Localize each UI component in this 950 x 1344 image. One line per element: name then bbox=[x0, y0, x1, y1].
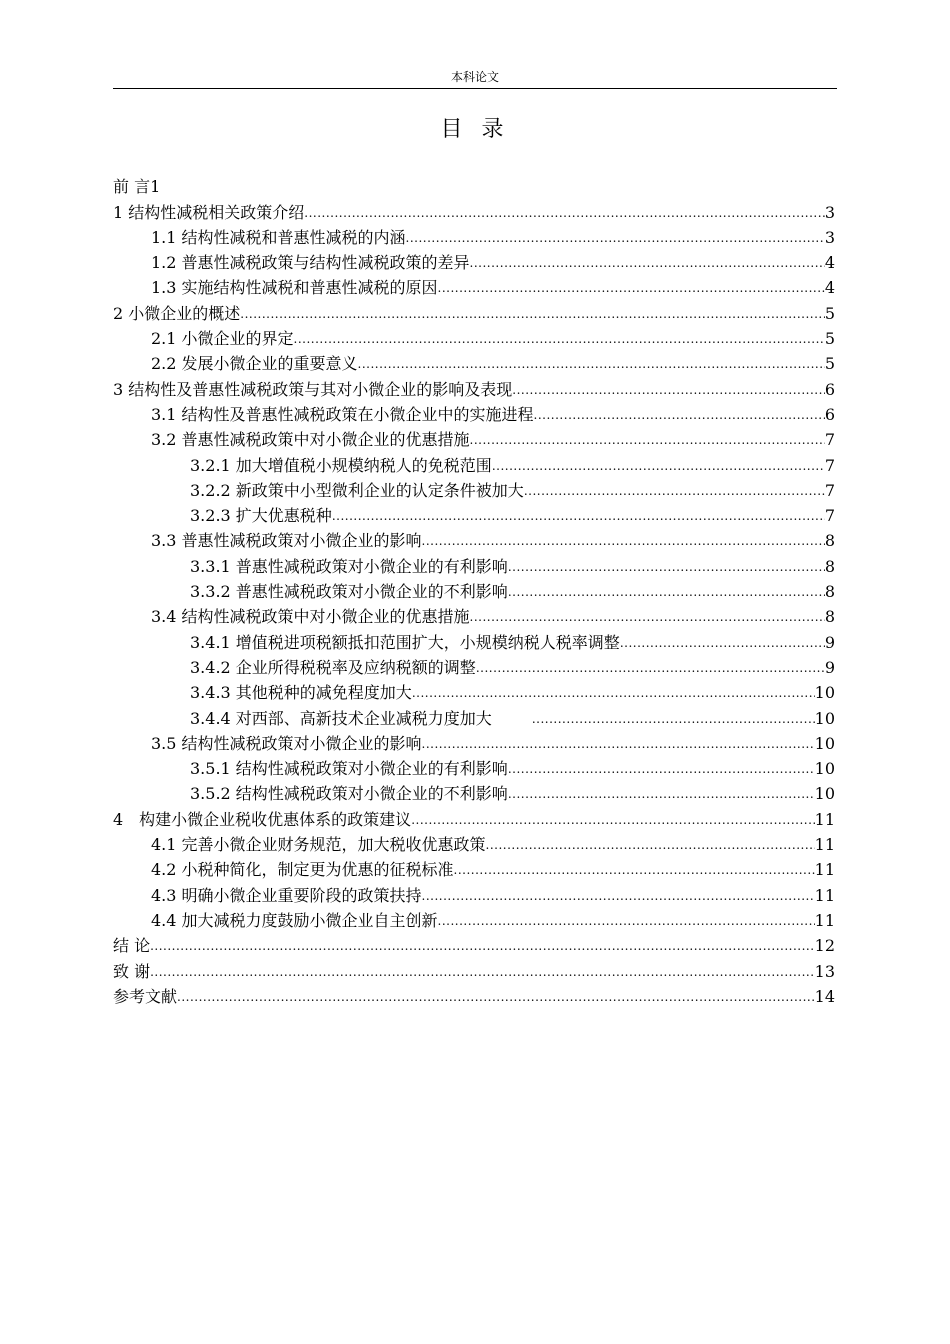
toc-entry-title: 致 谢 bbox=[113, 961, 151, 981]
toc-entry[interactable] bbox=[113, 830, 835, 855]
toc-entry[interactable] bbox=[113, 400, 835, 425]
toc-dot-leader bbox=[294, 329, 825, 349]
toc-page-number: 8 bbox=[824, 531, 835, 551]
toc-entry[interactable] bbox=[113, 678, 835, 703]
toc-dot-leader bbox=[358, 354, 825, 374]
toc-entry[interactable] bbox=[113, 779, 835, 804]
toc-entry[interactable] bbox=[113, 602, 835, 627]
toc-page-number: 6 bbox=[824, 379, 835, 399]
toc-entry-title: 3.4.4 对西部、高新技术企业减税力度加大 bbox=[190, 708, 492, 728]
toc-page-number: 14 bbox=[814, 986, 835, 1006]
toc-entry-title: 4.1 完善小微企业财务规范，加大税收优惠政策 bbox=[151, 835, 486, 855]
toc-entry[interactable] bbox=[113, 501, 835, 526]
toc-entry[interactable] bbox=[113, 906, 835, 931]
toc-entry-title: 3.5.2 结构性减税政策对小微企业的不利影响 bbox=[190, 784, 508, 804]
toc-entry-title: 3.2.1 加大增值税小规模纳税人的免税范围 bbox=[190, 455, 492, 475]
toc-entry[interactable] bbox=[113, 298, 835, 323]
toc-page-number: 10 bbox=[814, 733, 835, 753]
toc-page-number: 10 bbox=[814, 708, 835, 728]
toc-page-number: 11 bbox=[814, 809, 835, 829]
toc-entry-title: 1.3 实施结构性减税和普惠性减税的原因 bbox=[151, 278, 438, 298]
toc-dot-leader bbox=[422, 734, 815, 754]
toc-dot-leader bbox=[508, 557, 825, 577]
toc-dot-leader bbox=[406, 228, 825, 248]
page-header: 本科论文 bbox=[450, 70, 499, 84]
toc-entry-title: 1.1 结构性减税和普惠性减税的内涵 bbox=[151, 227, 406, 247]
toc-page-number: 8 bbox=[824, 582, 835, 602]
toc-entry[interactable] bbox=[113, 880, 835, 905]
toc-page-number: 5 bbox=[824, 303, 835, 323]
toc-dot-leader bbox=[524, 481, 825, 501]
toc-entry-title: 4.4 加大减税力度鼓励小微企业自主创新 bbox=[151, 910, 438, 930]
toc-dot-leader bbox=[422, 886, 815, 906]
toc-entry-title: 4.2 小税种简化，制定更为优惠的征税标准 bbox=[151, 860, 454, 880]
toc-dot-leader bbox=[508, 784, 815, 804]
toc-dot-leader bbox=[512, 380, 825, 400]
toc-dot-leader bbox=[492, 709, 815, 729]
toc-page-number: 1 bbox=[150, 177, 161, 197]
toc-dot-leader bbox=[304, 203, 825, 223]
toc-entry[interactable] bbox=[113, 476, 835, 501]
toc-entry[interactable] bbox=[113, 450, 835, 475]
toc-dot-leader bbox=[412, 683, 815, 703]
toc-entry-title: 3.4.3 其他税种的减免程度加大 bbox=[190, 683, 412, 703]
toc-entry-title: 参考文献 bbox=[113, 986, 178, 1006]
toc-page-number: 7 bbox=[824, 506, 835, 526]
toc-dot-leader bbox=[332, 506, 825, 526]
toc-title: 目 录 bbox=[440, 117, 510, 142]
toc-page-number: 4 bbox=[824, 253, 835, 273]
header-divider bbox=[113, 88, 837, 89]
toc-entry-title: 3.2.2 新政策中小型微利企业的认定条件被加大 bbox=[190, 480, 524, 500]
toc-page-number: 8 bbox=[824, 607, 835, 627]
toc-entry-title: 3.5 结构性减税政策对小微企业的影响 bbox=[151, 733, 422, 753]
toc-page-number: 6 bbox=[824, 404, 835, 424]
toc-entry-title: 3.2.3 扩大优惠税种 bbox=[190, 506, 332, 526]
toc-entry[interactable] bbox=[113, 223, 835, 248]
toc-entry[interactable] bbox=[113, 324, 835, 349]
toc-dot-leader bbox=[438, 911, 815, 931]
toc-entry-title: 2.1 小微企业的界定 bbox=[151, 329, 294, 349]
toc-entry[interactable] bbox=[113, 526, 835, 551]
toc-entry[interactable] bbox=[113, 551, 835, 576]
toc-entry[interactable] bbox=[113, 248, 835, 273]
toc-dot-leader bbox=[240, 304, 825, 324]
toc-entry-title: 3 结构性及普惠性减税政策与其对小微企业的影响及表现 bbox=[113, 379, 513, 399]
toc-page-number: 5 bbox=[824, 329, 835, 349]
toc-page-number: 3 bbox=[824, 202, 835, 222]
toc-page-number: 13 bbox=[814, 961, 835, 981]
toc-entry-title: 3.2 普惠性减税政策中对小微企业的优惠措施 bbox=[151, 430, 470, 450]
toc-dot-leader bbox=[422, 531, 825, 551]
toc-entry[interactable] bbox=[113, 653, 835, 678]
toc-entry[interactable] bbox=[113, 172, 835, 197]
toc-page-number: 11 bbox=[814, 860, 835, 880]
toc-page-number: 7 bbox=[824, 455, 835, 475]
toc-entry[interactable] bbox=[113, 754, 835, 779]
toc-page-number: 8 bbox=[824, 556, 835, 576]
toc-entry-title: 1.2 普惠性减税政策与结构性减税政策的差异 bbox=[151, 253, 470, 273]
toc-entry-title: 前 言 bbox=[113, 177, 151, 197]
toc-entry[interactable] bbox=[113, 374, 835, 399]
toc-dot-leader bbox=[534, 405, 825, 425]
toc-entry-title: 3.3 普惠性减税政策对小微企业的影响 bbox=[151, 531, 422, 551]
toc-entry-title: 3.4.1 增值税进项税额抵扣范围扩大，小规模纳税人税率调整 bbox=[190, 632, 620, 652]
toc-dot-leader bbox=[508, 759, 815, 779]
toc-entry[interactable] bbox=[113, 931, 835, 956]
toc-entry[interactable] bbox=[113, 273, 835, 298]
toc-entry-title: 结 论 bbox=[113, 936, 151, 956]
toc-dot-leader bbox=[470, 430, 825, 450]
toc-page-number: 7 bbox=[824, 430, 835, 450]
toc-entry[interactable] bbox=[113, 425, 835, 450]
table-of-contents bbox=[113, 172, 835, 1007]
toc-entry-title: 3.3.2 普惠性减税政策对小微企业的不利影响 bbox=[190, 582, 508, 602]
toc-dot-leader bbox=[470, 253, 825, 273]
toc-entry-title: 3.3.1 普惠性减税政策对小微企业的有利影响 bbox=[190, 556, 508, 576]
toc-dot-leader bbox=[492, 456, 825, 476]
toc-entry[interactable] bbox=[113, 197, 835, 222]
toc-dot-leader bbox=[486, 835, 815, 855]
toc-entry[interactable] bbox=[113, 349, 835, 374]
toc-entry[interactable] bbox=[113, 855, 835, 880]
toc-dot-leader bbox=[454, 860, 815, 880]
toc-entry-title: 3.1 结构性及普惠性减税政策在小微企业中的实施进程 bbox=[151, 404, 534, 424]
toc-dot-leader bbox=[438, 278, 825, 298]
toc-dot-leader bbox=[620, 633, 825, 653]
toc-page-number: 10 bbox=[814, 683, 835, 703]
toc-entry[interactable] bbox=[113, 982, 835, 1007]
toc-entry-title: 4.3 明确小微企业重要阶段的政策扶持 bbox=[151, 885, 422, 905]
toc-page-number: 11 bbox=[814, 835, 835, 855]
toc-dot-leader bbox=[411, 810, 814, 830]
toc-entry-title: 3.4.2 企业所得税税率及应纳税额的调整 bbox=[190, 657, 476, 677]
toc-dot-leader bbox=[150, 936, 815, 956]
toc-entry-title: 1 结构性减税相关政策介绍 bbox=[113, 202, 305, 222]
toc-page-number: 5 bbox=[824, 354, 835, 374]
toc-page-number: 11 bbox=[814, 885, 835, 905]
toc-entry-title: 2.2 发展小微企业的重要意义 bbox=[151, 354, 358, 374]
toc-dot-leader bbox=[470, 607, 825, 627]
toc-dot-leader bbox=[508, 582, 825, 602]
toc-entry[interactable] bbox=[113, 627, 835, 652]
toc-dot-leader bbox=[476, 658, 825, 678]
toc-page-number: 3 bbox=[824, 227, 835, 247]
toc-entry[interactable] bbox=[113, 703, 835, 728]
toc-page-number: 4 bbox=[824, 278, 835, 298]
toc-page-number: 11 bbox=[814, 910, 835, 930]
toc-entry[interactable] bbox=[113, 956, 835, 981]
toc-entry-title: 2 小微企业的概述 bbox=[113, 303, 241, 323]
toc-entry[interactable] bbox=[113, 729, 835, 754]
toc-entry[interactable] bbox=[113, 577, 835, 602]
toc-entry-title: 3.4 结构性减税政策中对小微企业的优惠措施 bbox=[151, 607, 470, 627]
toc-page-number: 7 bbox=[824, 480, 835, 500]
toc-page-number: 10 bbox=[814, 784, 835, 804]
toc-dot-leader bbox=[150, 962, 815, 982]
toc-entry-title: 3.5.1 结构性减税政策对小微企业的有利影响 bbox=[190, 759, 508, 779]
toc-entry[interactable] bbox=[113, 804, 835, 829]
toc-page-number: 9 bbox=[824, 657, 835, 677]
toc-page-number: 9 bbox=[824, 632, 835, 652]
toc-dot-leader bbox=[177, 987, 815, 1007]
toc-page-number: 10 bbox=[814, 759, 835, 779]
toc-entry-title: 4 构建小微企业税收优惠体系的政策建议 bbox=[113, 809, 412, 829]
toc-page-number: 12 bbox=[814, 936, 835, 956]
